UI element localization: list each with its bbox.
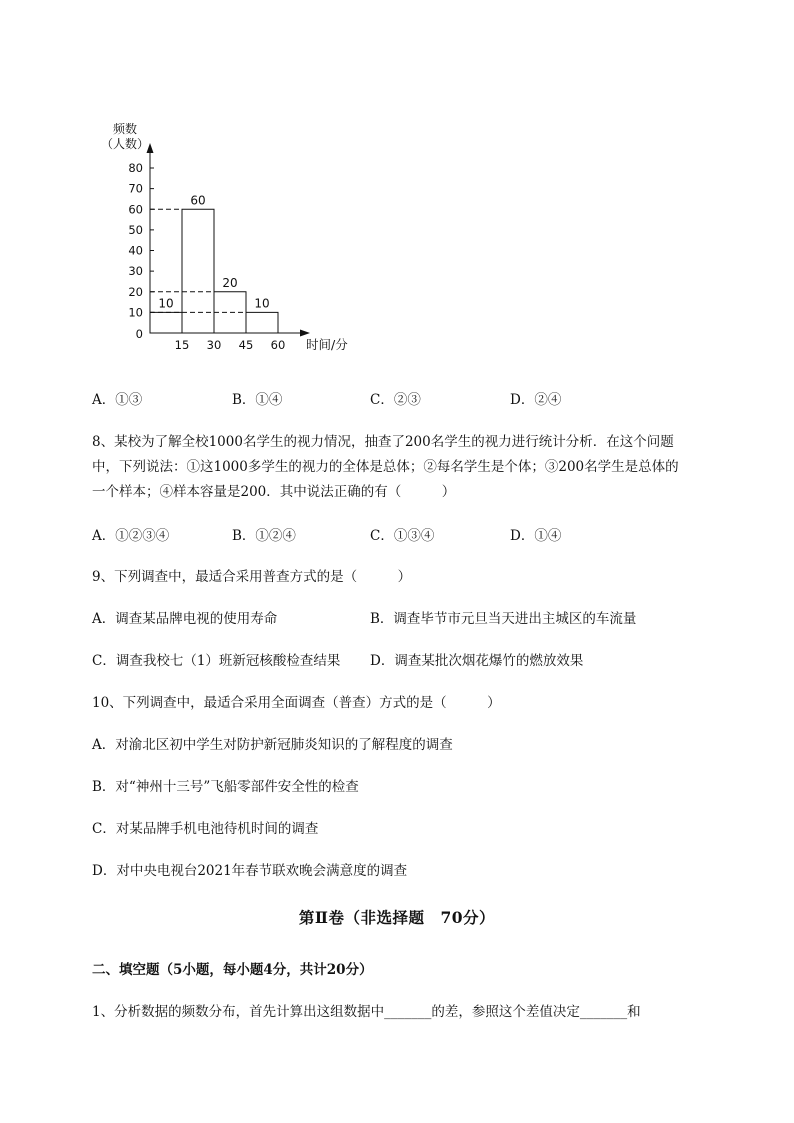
x-axis-title: 时间/分 bbox=[306, 337, 348, 352]
q7-option-c: C．②③ bbox=[370, 392, 421, 408]
histogram-bar bbox=[182, 209, 214, 333]
q8-option-a: A．①②③④ bbox=[92, 528, 170, 544]
y-axis-unit: （人数） bbox=[100, 137, 150, 151]
y-tick-label: 60 bbox=[128, 202, 143, 217]
y-axis-title: 频数 bbox=[112, 122, 138, 136]
q7-option-b: B．①④ bbox=[232, 392, 283, 408]
q8-stem-line3: 一个样本；④样本容量是200．其中说法正确的有（ ） bbox=[92, 484, 456, 500]
q9-option-b: B．调查毕节市元旦当天进出主城区的车流量 bbox=[370, 611, 637, 627]
x-tick-label: 30 bbox=[206, 338, 222, 352]
y-tick-label: 70 bbox=[128, 181, 143, 196]
part2-title: 第Ⅱ卷（非选择题 70分） bbox=[298, 908, 496, 927]
origin-label: 0 bbox=[135, 327, 143, 341]
q9-stem: 9、下列调查中，最适合采用普查方式的是（ ） bbox=[92, 569, 412, 585]
q10-stem: 10、下列调查中，最适合采用全面调查（普查）方式的是（ ） bbox=[92, 695, 501, 711]
x-axis-arrow bbox=[300, 330, 310, 337]
q8-stem-line2: 中，下列说法：①这1000多学生的视力的全体是总体；②每名学生是个体；③200名学生是总体的 bbox=[92, 459, 679, 475]
section2-title: 二、填空题（5小题，每小题4分，共计20分） bbox=[92, 962, 373, 978]
y-tick-label: 10 bbox=[128, 305, 143, 320]
x-tick-label: 15 bbox=[174, 338, 190, 352]
bar-value-label: 20 bbox=[222, 275, 238, 290]
y-tick-label: 20 bbox=[128, 284, 143, 299]
q9-option-a: A．调查某品牌电视的使用寿命 bbox=[92, 611, 278, 627]
q10-option-b: B．对“神州十三号”飞船零部件安全性的检查 bbox=[92, 779, 359, 795]
x-tick-label: 60 bbox=[270, 338, 286, 352]
y-tick-label: 40 bbox=[128, 243, 143, 258]
histogram-bar bbox=[246, 312, 278, 333]
y-tick-label: 30 bbox=[128, 264, 143, 279]
bar-value-label: 10 bbox=[254, 296, 270, 311]
q7-option-d: D．②④ bbox=[510, 392, 562, 408]
q9-option-d: D．调查某批次烟花爆竹的燃放效果 bbox=[370, 653, 584, 669]
q8-option-b: B．①②④ bbox=[232, 528, 296, 544]
q8-option-d: D．①④ bbox=[510, 528, 562, 544]
frequency-histogram bbox=[0, 0, 794, 370]
q10-option-d: D．对中央电视台2021年春节联欢晚会满意度的调查 bbox=[92, 863, 408, 879]
fill-question-1: 1、分析数据的频数分布，首先计算出这组数据中_______的差，参照这个差值决定_______和 bbox=[92, 1004, 641, 1020]
y-tick-label: 80 bbox=[128, 161, 143, 175]
q10-option-c: C．对某品牌手机电池待机时间的调查 bbox=[92, 821, 319, 837]
y-tick-label: 50 bbox=[128, 222, 143, 237]
q9-option-c: C．调查我校七（1）班新冠核酸检查结果 bbox=[92, 653, 341, 669]
x-tick-label: 45 bbox=[238, 338, 254, 352]
q8-option-c: C．①③④ bbox=[370, 528, 435, 544]
q8-stem-line1: 8、某校为了解全校1000名学生的视力情况，抽查了200名学生的视力进行统计分析．在这个问题 bbox=[92, 434, 674, 450]
histogram-bar bbox=[150, 312, 182, 333]
bar-value-label: 10 bbox=[158, 296, 174, 311]
q7-option-a: A．①③ bbox=[92, 392, 143, 408]
q10-option-a: A．对渝北区初中学生对防护新冠肺炎知识的了解程度的调查 bbox=[92, 737, 453, 753]
bar-value-label: 60 bbox=[190, 193, 206, 208]
